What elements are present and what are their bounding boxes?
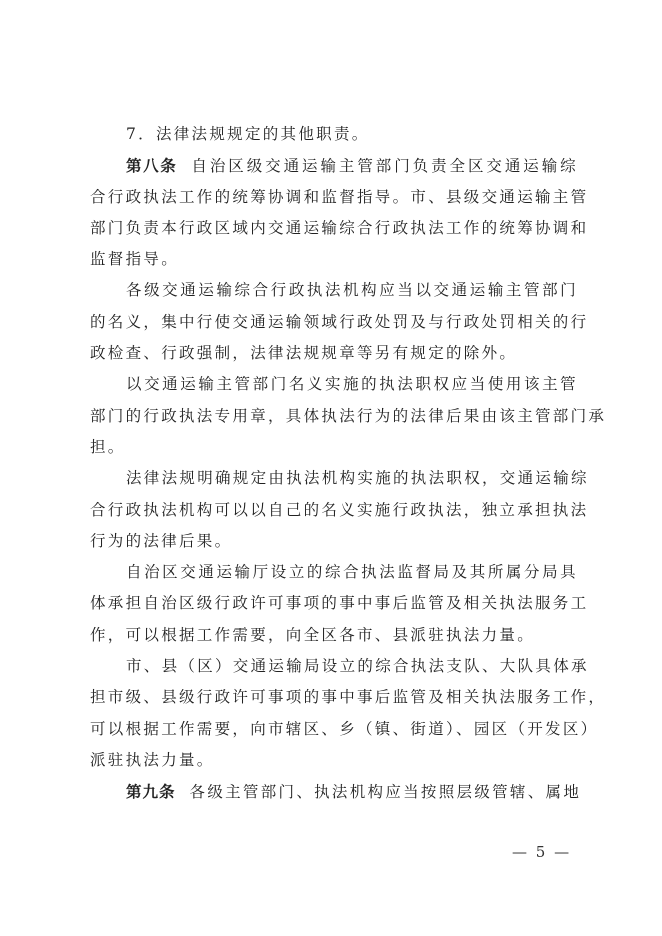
line-text: 的名义，集中行使交通运输领域行政处罚及与行政处罚相关的行 (90, 312, 589, 331)
text-line (90, 588, 589, 619)
line-text: 监督指导。 (90, 250, 180, 269)
line-text: 自治区级交通运输主管部门负责全区交通运输综 (191, 157, 578, 176)
line-text: 担市级、县级行政许可事项的事中事后监管及相关执法服务工作， (90, 688, 607, 707)
line-text: 作，可以根据工作需要，向全区各市、县派驻执法力量。 (90, 625, 536, 644)
article-heading: 第八条 (126, 156, 178, 176)
line-text: 行为的法律后果。 (90, 531, 233, 550)
line-text: 政检查、行政强制，法律法规规章等另有规定的除外。 (90, 344, 518, 363)
text-line (90, 745, 578, 776)
text-line (90, 244, 578, 275)
text-line (90, 401, 607, 432)
text-line (90, 557, 578, 588)
line-text: 各级主管部门、执法机构应当按照层级管辖、属地 (189, 783, 582, 802)
text-line (90, 275, 578, 306)
text-line (90, 526, 578, 557)
text-line (90, 369, 578, 400)
text-line (90, 651, 589, 682)
line-text: 各级交通运输综合行政执法机构应当以交通运输主管部门 (126, 281, 578, 300)
paragraph (90, 150, 589, 275)
line-text: 市、县（区）交通运输局设立的综合执法支队、大队具体承 (126, 657, 589, 676)
line-text: 自治区交通运输厅设立的综合执法监督局及其所属分局具 (126, 563, 578, 582)
paragraph (90, 776, 582, 807)
line-text: 部门的行政执法专用章，具体执法行为的法律后果由该主管部门承 (90, 406, 607, 425)
line-text: 7．法律法规规定的其他职责。 (126, 125, 370, 143)
paragraph (90, 463, 589, 557)
document-body (90, 119, 607, 808)
text-line (90, 150, 578, 181)
line-text: 法律法规明确规定由执法机构实施的执法职权，交通运输综 (126, 469, 589, 488)
line-text: 派驻执法力量。 (90, 750, 215, 769)
text-line (90, 620, 578, 651)
line-text: 以交通运输主管部门名义实施的执法职权应当使用该主管 (126, 375, 578, 394)
paragraph (90, 651, 607, 776)
text-line (90, 213, 589, 244)
line-text: 部门负责本行政区域内交通运输综合行政执法工作的统筹协调和 (90, 218, 589, 237)
text-line (90, 119, 578, 150)
text-line (90, 182, 589, 213)
paragraph (90, 369, 607, 463)
text-line (90, 495, 589, 526)
text-line (90, 307, 589, 338)
text-line (90, 463, 589, 494)
page-number: — 5 — (512, 843, 572, 861)
line-text: 可以根据工作需要，向市辖区、乡（镇、街道）、园区（开发区） (90, 719, 599, 738)
text-line (90, 682, 607, 713)
line-text: 合行政执法工作的统筹协调和监督指导。市、县级交通运输主管 (90, 187, 589, 206)
line-text: 合行政执法机构可以以自己的名义实施行政执法，独立承担执法 (90, 500, 589, 519)
article-heading: 第九条 (126, 782, 176, 802)
line-text: 担。 (90, 437, 126, 456)
text-line (90, 776, 582, 807)
line-text: 体承担自治区级行政许可事项的事中事后监管及相关执法服务工 (90, 594, 589, 613)
paragraph (90, 119, 578, 150)
text-line (90, 338, 578, 369)
text-line (90, 714, 599, 745)
paragraph (90, 275, 589, 369)
paragraph (90, 557, 589, 651)
text-line (90, 432, 578, 463)
